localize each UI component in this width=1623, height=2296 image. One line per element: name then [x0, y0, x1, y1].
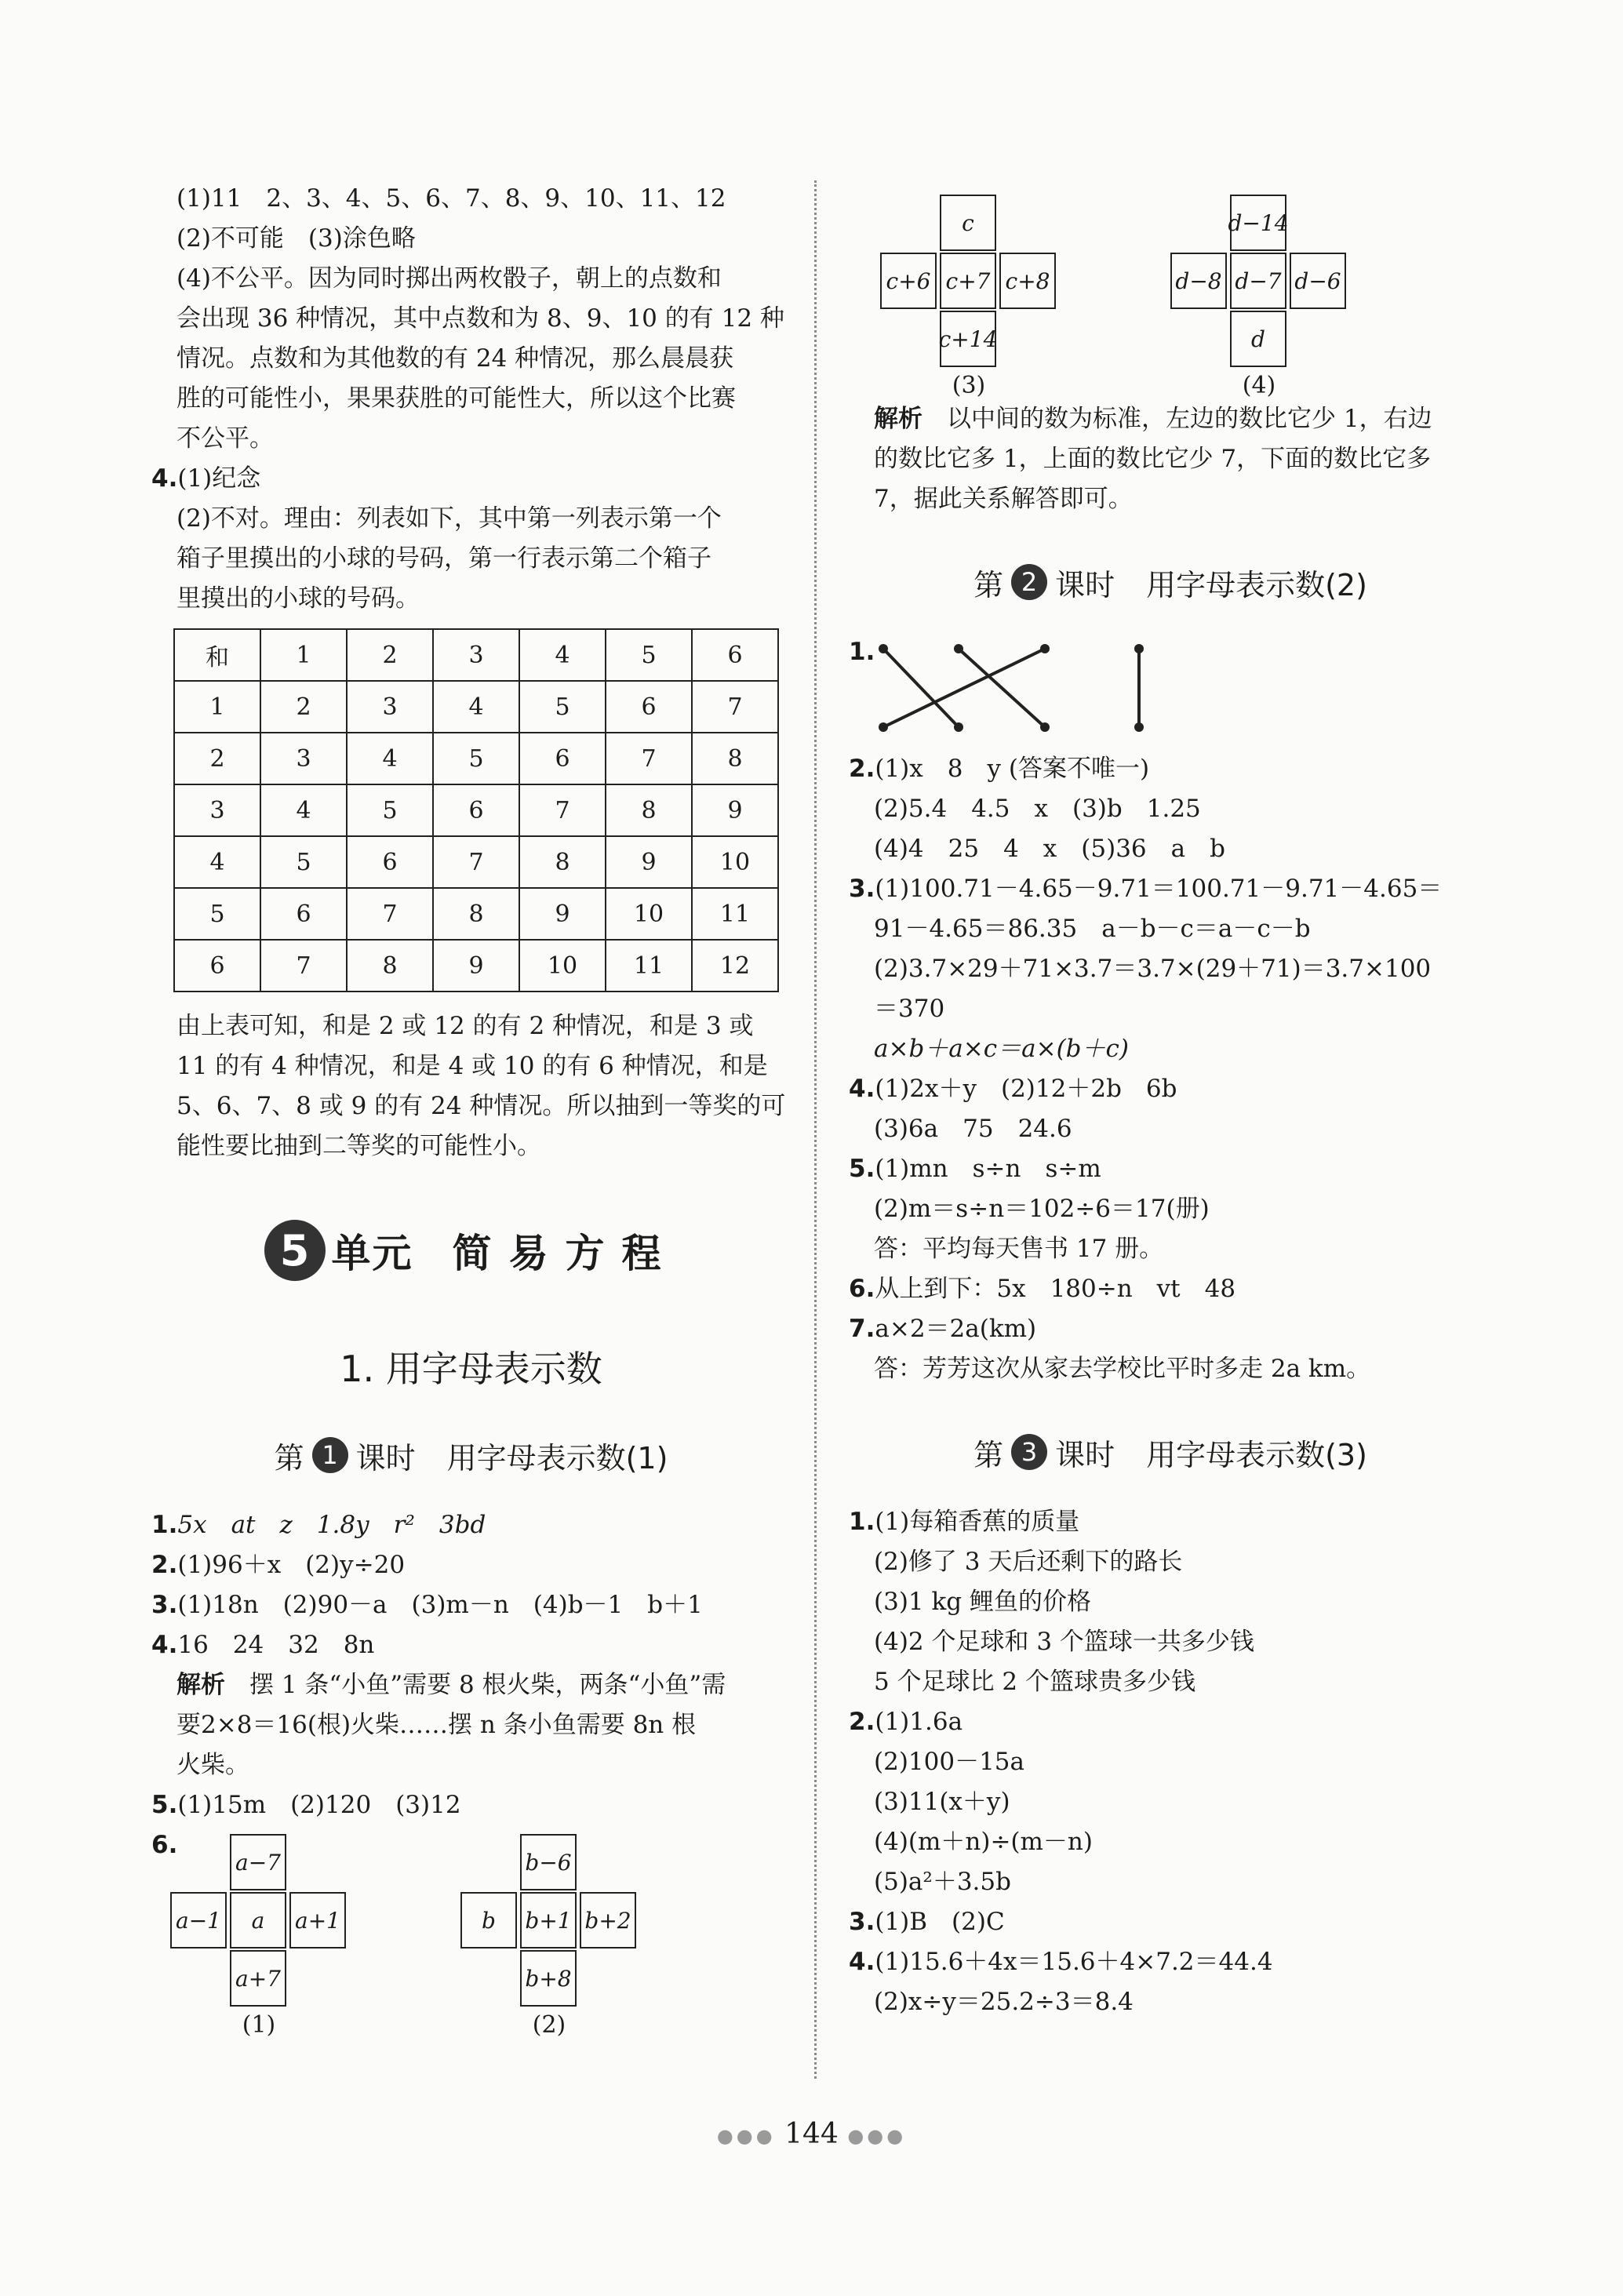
- table-cell: 8: [606, 784, 692, 836]
- match-line: [959, 649, 1045, 727]
- answer-line: (3)11(x＋y): [874, 1788, 1010, 1816]
- lesson-name: 用字母表示数(3): [1146, 1437, 1367, 1472]
- question-number: 2.: [849, 755, 875, 783]
- figure-caption: (3): [952, 372, 986, 399]
- match-line: [883, 649, 1045, 727]
- table-cell: 7: [519, 784, 606, 836]
- answer-line: 胜的可能性小，果果获胜的可能性大，所以这个比赛: [176, 384, 736, 413]
- answer-line: 答：芳芳这次从家去学校比平时多走 2a km。: [874, 1355, 1371, 1383]
- question-number: 6.: [849, 1275, 875, 1303]
- table-cell: 1: [260, 629, 347, 681]
- answer-line: 由上表可知，和是 2 或 12 的有 2 种情况，和是 3 或: [176, 1012, 754, 1040]
- column-divider: [814, 180, 817, 2079]
- answer-text: (1)B (2)C: [875, 1908, 1005, 1936]
- table-cell: 5: [347, 784, 433, 836]
- analysis-line: [849, 399, 1492, 439]
- figure-caption: (2): [532, 2011, 566, 2039]
- cross-grid: [460, 1834, 649, 2022]
- table-cell: 8: [519, 836, 606, 888]
- table-cell: 6: [174, 940, 260, 992]
- table-cell: 12: [692, 940, 778, 992]
- decorative-dots-icon: ●●●: [716, 2125, 776, 2147]
- lesson-3-title: [849, 1428, 1492, 1475]
- page-number-footer: [0, 2118, 1623, 2150]
- question-1: [849, 1502, 1492, 1542]
- answer-text: 5x at z 1.8y r² 3bd: [177, 1511, 486, 1539]
- answer-line: (2)修了 3 天后还剩下的路长: [874, 1548, 1183, 1576]
- question-1: [151, 1505, 791, 1545]
- cross-figures-right: [880, 195, 1492, 399]
- answer-line: 5、6、7、8 或 9 的有 24 种情况。所以抽到一等奖的可: [176, 1092, 786, 1120]
- decorative-dots-icon: ●●●: [847, 2125, 907, 2147]
- question-3: [849, 1902, 1492, 1942]
- analysis-line: 要2×8＝16(根)火柴……摆 n 条小鱼需要 8n 根: [176, 1711, 697, 1739]
- lesson-number-badge: 3: [1011, 1434, 1047, 1470]
- answer-line: 不公平。: [176, 424, 274, 453]
- answer-line: (2)m＝s÷n＝102÷6＝17(册): [874, 1195, 1210, 1223]
- analysis-label: 解析: [176, 1671, 225, 1699]
- table-cell: 9: [433, 940, 519, 992]
- table-cell: 3: [174, 784, 260, 836]
- cross-cell-bottom: d: [1230, 311, 1286, 367]
- table-cell: 2: [174, 733, 260, 784]
- answer-line: (2)100－15a: [874, 1748, 1025, 1776]
- lesson-number-badge: 1: [312, 1437, 348, 1473]
- answer-line: (3)1 kg 鲤鱼的价格: [874, 1588, 1091, 1616]
- section-title: 1. 用字母表示数: [340, 1348, 602, 1390]
- question-4: [151, 459, 791, 499]
- question-number: 7.: [849, 1315, 875, 1343]
- table-cell: 6: [347, 836, 433, 888]
- cross-cell-top: b−6: [520, 1834, 577, 1890]
- question-7: [849, 1309, 1492, 1349]
- lesson-suffix: 课时: [355, 1440, 416, 1475]
- cross-cell-bottom: c+14: [940, 311, 996, 367]
- answer-line: 能性要比抽到二等奖的可能性小。: [176, 1132, 541, 1160]
- table-cell: 6: [519, 733, 606, 784]
- question-number: 3.: [151, 1591, 178, 1619]
- question-number: 3.: [849, 1908, 875, 1936]
- table-row: [174, 940, 778, 992]
- answer-line: (2)3.7×29＋71×3.7＝3.7×(29＋71)＝3.7×100: [874, 955, 1432, 983]
- analysis-line: 火柴。: [176, 1751, 249, 1779]
- table-cell: 2: [347, 629, 433, 681]
- table-cell: 6: [260, 888, 347, 940]
- question-5: [849, 1149, 1492, 1189]
- cross-grid: [170, 1834, 358, 2022]
- answer-line: (4)2 个足球和 3 个篮球一共多少钱: [874, 1628, 1254, 1656]
- cross-cell-right: a+1: [289, 1892, 346, 1949]
- answer-line: (4)4 25 4 x (5)36 a b: [874, 835, 1225, 863]
- table-cell: 3: [260, 733, 347, 784]
- answer-text: (1)100.71－4.65－9.71＝100.71－9.71－4.65＝: [875, 875, 1443, 903]
- question-3: [151, 1585, 791, 1625]
- table-cell: 5: [174, 888, 260, 940]
- answer-line: (2)x÷y＝25.2÷3＝8.4: [874, 1988, 1134, 2016]
- match-line: [883, 649, 959, 727]
- cross-figure-2: [460, 1834, 751, 2039]
- question-4: [849, 1069, 1492, 1109]
- table-cell: 9: [606, 836, 692, 888]
- table-cell: 5: [260, 836, 347, 888]
- question-2: [151, 1545, 791, 1585]
- unit-name: 简易方程: [452, 1231, 679, 1276]
- answer-line: ＝370: [874, 995, 945, 1023]
- table-cell: 9: [692, 784, 778, 836]
- cross-cell-center: a: [230, 1892, 286, 1949]
- lesson-prefix: 第: [274, 1440, 304, 1475]
- question-number: 4.: [849, 1075, 875, 1103]
- question-number: 3.: [849, 875, 875, 903]
- lesson-suffix: 课时: [1055, 567, 1115, 602]
- answer-text: 从上到下：5x 180÷n vt 48: [875, 1275, 1236, 1303]
- cross-cell-right: d−6: [1290, 253, 1346, 309]
- lesson-number-badge: 2: [1011, 564, 1047, 600]
- table-cell: 7: [692, 681, 778, 733]
- answer-text: (1)x 8 y (答案不唯一): [875, 755, 1150, 783]
- cross-cell-left: b: [460, 1892, 517, 1949]
- answer-line: (5)a²＋3.5b: [874, 1868, 1011, 1896]
- answer-text: (1)1.6a: [875, 1708, 963, 1736]
- question-number: 4.: [849, 1948, 875, 1976]
- unit-title: [151, 1215, 791, 1286]
- lesson-2-title: [849, 559, 1492, 606]
- answer-line: (1)11 2、3、4、5、6、7、8、9、10、11、12: [176, 184, 726, 213]
- cross-grid: [880, 195, 1068, 383]
- answer-line: 情况。点数和为其他数的有 24 种情况，那么晨晨获: [176, 344, 734, 373]
- answer-line: (2)不对。理由：列表如下，其中第一列表示第一个: [176, 504, 722, 533]
- table-cell: 6: [606, 681, 692, 733]
- answer-line: 里摸出的小球的号码。: [176, 584, 420, 613]
- cross-grid: [1170, 195, 1359, 383]
- cross-cell-left: c+6: [880, 253, 937, 309]
- table-cell: 3: [347, 681, 433, 733]
- right-column: [849, 179, 1492, 2022]
- question-number: 1.: [151, 1511, 178, 1539]
- table-cell: 10: [606, 888, 692, 940]
- question-number: 5.: [849, 1155, 875, 1183]
- lesson-name: 用字母表示数(1): [446, 1440, 668, 1475]
- cross-figure-3: [880, 195, 1170, 399]
- matching-lines-figure: [868, 633, 1181, 743]
- table-cell: 7: [433, 836, 519, 888]
- table-cell: 8: [433, 888, 519, 940]
- answer-line: (3)6a 75 24.6: [874, 1115, 1072, 1143]
- table-cell: 4: [260, 784, 347, 836]
- cross-cell-top: c: [940, 195, 996, 251]
- figure-caption: (1): [242, 2011, 276, 2039]
- question-number: 4.: [151, 464, 178, 493]
- cross-figure-4: [1170, 195, 1461, 399]
- question-number: 4.: [151, 1631, 178, 1659]
- cross-cell-right: b+2: [580, 1892, 636, 1949]
- analysis-label: 解析: [874, 405, 922, 433]
- cross-cell-top: d−14: [1230, 195, 1286, 251]
- question-number: 5.: [151, 1791, 178, 1819]
- table-row: [174, 733, 778, 784]
- table-cell: 8: [347, 940, 433, 992]
- left-column: [151, 179, 791, 2039]
- answer-line: (2)5.4 4.5 x (3)b 1.25: [874, 795, 1201, 823]
- question-number: 6.: [151, 1831, 178, 1859]
- table-cell: 和: [174, 629, 260, 681]
- figure-caption: (4): [1242, 372, 1276, 399]
- page-number: 144: [784, 2118, 839, 2150]
- lesson-prefix: 第: [973, 567, 1004, 602]
- cross-cell-center: c+7: [940, 253, 996, 309]
- analysis-text: 以中间的数为标准，左边的数比它少 1，右边: [947, 405, 1432, 433]
- table-cell: 4: [433, 681, 519, 733]
- answer-line: 91－4.65＝86.35 a－b－c＝a－c－b: [874, 915, 1311, 943]
- question-number: 2.: [849, 1708, 875, 1736]
- cross-figures-left: [170, 1834, 791, 2039]
- answer-text: (1)15.6＋4x＝15.6＋4×7.2＝44.4: [875, 1948, 1273, 1976]
- answer-line: 箱子里摸出的小球的号码，第一行表示第二个箱子: [176, 544, 711, 573]
- unit-label: 单元: [331, 1231, 413, 1276]
- question-4: [849, 1942, 1492, 1982]
- answer-line: (4)(m＋n)÷(m－n): [874, 1828, 1093, 1856]
- table-cell: 3: [433, 629, 519, 681]
- cross-cell-left: d−8: [1170, 253, 1227, 309]
- table-cell: 4: [347, 733, 433, 784]
- table-row: [174, 836, 778, 888]
- answer-text: (1)15m (2)120 (3)12: [177, 1791, 461, 1819]
- table-cell: 11: [692, 888, 778, 940]
- lesson-name: 用字母表示数(2): [1146, 567, 1367, 602]
- analysis-line: 的数比它多 1，上面的数比它少 7，下面的数比它多: [874, 445, 1432, 473]
- table-row: [174, 888, 778, 940]
- answer-text: a×2＝2a(km): [875, 1315, 1037, 1343]
- question-6: [849, 1269, 1492, 1309]
- cross-cell-bottom: a+7: [230, 1950, 286, 2007]
- lesson-prefix: 第: [973, 1437, 1004, 1472]
- answer-text: (1)纪念: [177, 464, 261, 493]
- table-cell: 8: [692, 733, 778, 784]
- answer-line: (2)不可能 (3)涂色略: [176, 224, 416, 253]
- lesson-suffix: 课时: [1055, 1437, 1115, 1472]
- table-cell: 9: [519, 888, 606, 940]
- table-cell: 7: [260, 940, 347, 992]
- answer-line: 11 的有 4 种情况，和是 4 或 10 的有 6 种情况，和是: [176, 1052, 768, 1080]
- table-row: [174, 629, 778, 681]
- answer-line: 5 个足球比 2 个篮球贵多少钱: [874, 1668, 1196, 1696]
- table-cell: 4: [174, 836, 260, 888]
- answer-text: (1)每箱香蕉的质量: [875, 1508, 1080, 1536]
- cross-cell-left: a−1: [170, 1892, 227, 1949]
- question-3: [849, 869, 1492, 909]
- cross-cell-top: a−7: [230, 1834, 286, 1890]
- answer-text: (1)2x＋y (2)12＋2b 6b: [875, 1075, 1177, 1103]
- table-cell: 5: [519, 681, 606, 733]
- cross-figure-1: [170, 1834, 460, 2039]
- table-cell: 6: [692, 629, 778, 681]
- sum-table: [173, 628, 779, 992]
- answer-line: a×b＋a×c＝a×(b＋c): [874, 1035, 1129, 1063]
- table-cell: 5: [433, 733, 519, 784]
- question-2: [849, 749, 1492, 789]
- lesson-1-title: [151, 1432, 791, 1479]
- table-row: [174, 784, 778, 836]
- table-cell: 5: [606, 629, 692, 681]
- table-cell: 7: [347, 888, 433, 940]
- unit-number-badge: 5: [264, 1220, 326, 1281]
- table-cell: 2: [260, 681, 347, 733]
- question-number: 1.: [849, 1508, 875, 1536]
- table-cell: 10: [692, 836, 778, 888]
- cross-cell-right: c+8: [999, 253, 1056, 309]
- table-row: [174, 681, 778, 733]
- question-4: [151, 1625, 791, 1665]
- cross-cell-center: d−7: [1230, 253, 1286, 309]
- answer-text: (1)18n (2)90－a (3)m－n (4)b－1 b＋1: [177, 1591, 703, 1619]
- answer-line: 会出现 36 种情况，其中点数和为 8、9、10 的有 12 种: [176, 304, 784, 333]
- question-5: [151, 1785, 791, 1825]
- answer-text: (1)mn s÷n s÷m: [875, 1155, 1101, 1183]
- cross-cell-center: b+1: [520, 1892, 577, 1949]
- table-cell: 6: [433, 784, 519, 836]
- answer-line: (4)不公平。因为同时掷出两枚骰子，朝上的点数和: [176, 264, 722, 293]
- analysis-line: 7，据此关系解答即可。: [874, 485, 1133, 513]
- answer-text: (1)96＋x (2)y÷20: [177, 1551, 406, 1579]
- question-number: 2.: [151, 1551, 178, 1579]
- answer-line: 答：平均每天售书 17 册。: [874, 1235, 1164, 1263]
- analysis-line: [151, 1665, 791, 1705]
- analysis-text: 摆 1 条“小鱼”需要 8 根火柴，两条“小鱼”需: [249, 1671, 726, 1699]
- question-number: 1.: [849, 638, 875, 666]
- answer-text: 16 24 32 8n: [177, 1631, 375, 1659]
- question-2: [849, 1702, 1492, 1742]
- table-cell: 7: [606, 733, 692, 784]
- table-cell: 1: [174, 681, 260, 733]
- table-cell: 10: [519, 940, 606, 992]
- table-cell: 11: [606, 940, 692, 992]
- table-cell: 4: [519, 629, 606, 681]
- cross-cell-bottom: b+8: [520, 1950, 577, 2007]
